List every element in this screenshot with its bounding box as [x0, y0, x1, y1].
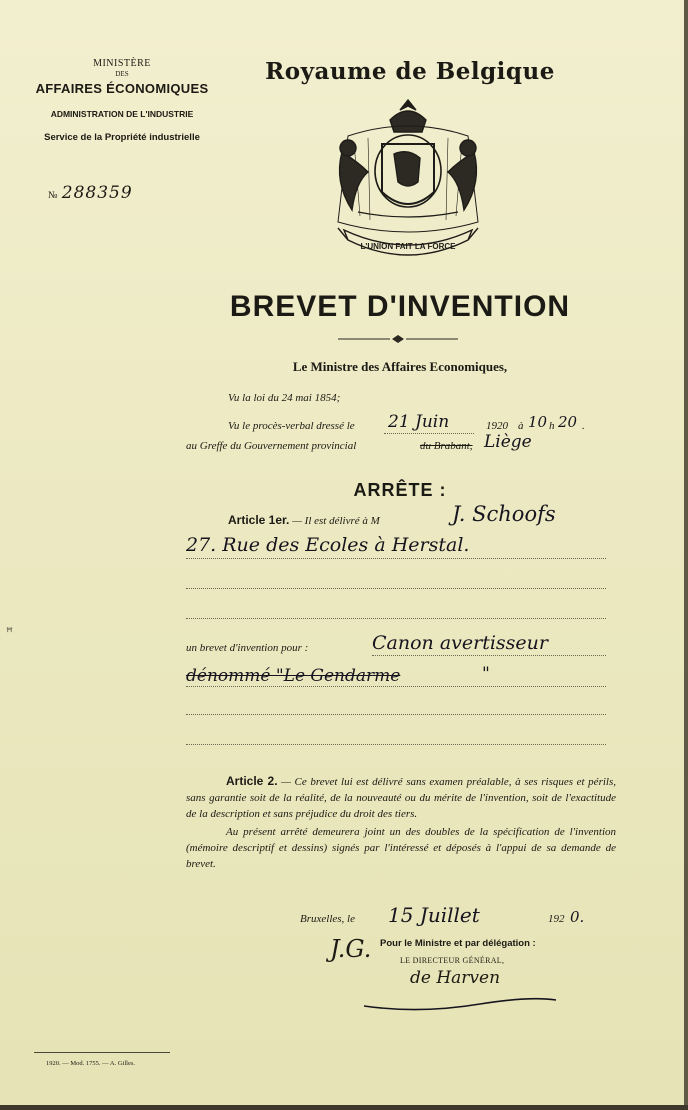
greffe-struck-text: du Brabant,: [420, 440, 473, 452]
ministry-header: [28, 58, 216, 143]
article1-label: Article 1er.: [228, 513, 290, 527]
delegation-line: Pour le Ministre et par délégation :: [380, 938, 536, 949]
dotted-fill-line: [186, 714, 606, 715]
printer-footer: 1920. — Mod. 1755. — A. Gilles.: [46, 1060, 136, 1067]
initials-signature: J.G.: [330, 935, 372, 963]
sentence-end: .: [582, 420, 585, 432]
dotted-fill-line: [186, 686, 606, 687]
article1-line: [228, 513, 380, 527]
proces-verbal-label: Vu le procès-verbal dressé le: [228, 420, 355, 432]
dotted-fill-line: [372, 655, 606, 656]
number-prefix: №: [48, 190, 58, 201]
ministry-line: DES: [115, 70, 129, 78]
closing-date: 15 Juillet: [388, 903, 480, 927]
hour-label: à: [518, 420, 524, 432]
registration-number: [48, 183, 133, 203]
number-value: 288359: [61, 183, 133, 203]
crest-motto: L'UNION FAIT LA FORCE: [360, 242, 456, 251]
article1-text: — Il est délivré à M: [292, 515, 380, 527]
invention-title-end: ": [482, 664, 490, 684]
minutes-value: 20: [558, 413, 578, 431]
closing-year-prefix: 192: [548, 913, 565, 925]
dotted-fill-line: [186, 588, 606, 589]
minister-line: Le Ministre des Affaires Economiques,: [292, 359, 508, 374]
margin-mark: ꟸ: [6, 625, 13, 639]
hour-value: 10: [528, 413, 548, 431]
footer-rule: [34, 1052, 170, 1053]
kingdom-heading: Royaume de Belgique: [265, 58, 555, 85]
proces-verbal-date: 21 Juin: [388, 412, 450, 432]
article2-paragraph: [186, 773, 616, 822]
ministry-name: AFFAIRES ÉCONOMIQUES: [35, 81, 209, 96]
article2-block: [186, 773, 616, 872]
director-title: LE DIRECTEUR GÉNÉRAL,: [400, 956, 505, 965]
recipient-address: 27. Rue des Ecoles à Herstal.: [186, 534, 470, 556]
service-line: Service de la Propriété industrielle: [44, 132, 200, 143]
closing-place: Bruxelles, le: [300, 913, 355, 925]
dotted-fill-line: [186, 744, 606, 745]
closing-date-line: [300, 913, 355, 925]
hour-separator: h: [549, 420, 555, 432]
dotted-fill-line: [186, 618, 606, 619]
recipient-name: J. Schoofs: [452, 502, 556, 526]
article2-text: — Ce brevet lui est délivré sans examen préalable, à ses risques et périls, sans garantie soit de la réalité, de la nouveauté ou du mérite de l'invention, soit de l'exactitude de la description et sans préjudice du droit des tiers.: [186, 776, 616, 820]
closing-year-suffix: 0.: [570, 908, 585, 926]
greffe-label: au Greffe du Gouvernement provincial: [186, 440, 357, 452]
title-ornament: [338, 334, 458, 344]
dotted-fill-line: [186, 558, 606, 559]
invention-label: un brevet d'invention pour :: [186, 642, 309, 654]
invention-title: Canon avertisseur: [372, 632, 548, 654]
page-edge: [684, 0, 688, 1110]
greffe-province: Liège: [484, 432, 532, 452]
invention-struck-name: dénommé "Le Gendarme: [186, 666, 401, 686]
administration-line: ADMINISTRATION DE L'INDUSTRIE: [50, 109, 194, 119]
director-signature: de Harven: [410, 968, 501, 988]
arrete-heading: ARRÊTE :: [353, 480, 447, 500]
article2-label: Article 2.: [226, 774, 278, 788]
page-edge-bottom: [0, 1105, 688, 1110]
law-reference: Vu la loi du 24 mai 1854;: [228, 392, 341, 404]
proces-verbal-year: 1920: [486, 420, 508, 432]
dotted-fill-line: [384, 433, 474, 434]
ministry-line: MINISTÈRE: [93, 58, 151, 69]
coat-of-arms-emblem: [308, 92, 508, 272]
signature-flourish: [360, 992, 560, 1016]
annex-paragraph: Au présent arrêté demeurera joint un des doubles de la spécification de l'invention (mémoire descriptif et dessins) signés par l'intéressé et déposés à l'appui de sa demande de brevet.: [186, 826, 616, 870]
document-title: BREVET D'INVENTION: [229, 290, 571, 323]
